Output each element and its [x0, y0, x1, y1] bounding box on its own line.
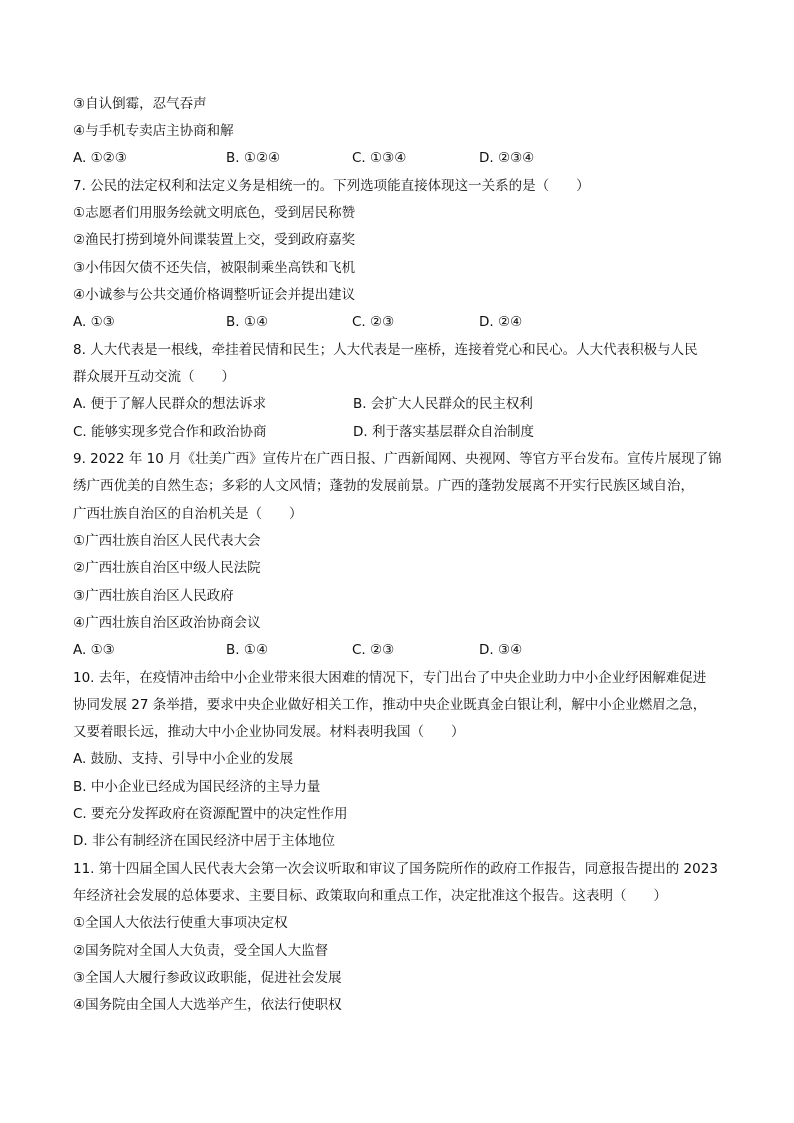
q10-stem-line-1: 10. 去年，在疫情冲击给中小企业带来很大困难的情况下，专门出台了中央企业助力中小企业纾困解难促进: [73, 670, 707, 686]
q10-stem-line-3: 又要着眼长远，推动大中小企业协同发展。材料表明我国（ ）: [73, 724, 465, 740]
q7-options: [73, 312, 733, 332]
q6-option-c[interactable]: C. ①③④: [352, 150, 407, 166]
q9-stem-line-3: 广西壮族自治区的自治机关是（ ）: [73, 506, 303, 522]
q6-option-a[interactable]: A. ①②③: [73, 150, 127, 166]
q9-option-c[interactable]: C. ②③: [352, 642, 395, 658]
q8-stem-line-1: 8. 人大代表是一根线，牵挂着民情和民生；人大代表是一座桥，连接着党心和民心。人大代表积极与人民: [73, 342, 698, 358]
q9-stem-line-2: 绣广西优美的自然生态；多彩的人文风情；蓬勃的发展前景。广西的蓬勃发展离不开实行民族区域自治，: [73, 478, 694, 494]
q6-item-4: ④与手机专卖店主协商和解: [73, 123, 234, 139]
q9-option-b[interactable]: B. ①④: [226, 642, 269, 658]
q9-item-4: ④广西壮族自治区政治协商会议: [73, 615, 261, 631]
q9-option-a[interactable]: A. ①③: [73, 642, 115, 658]
q6-options: [73, 148, 733, 168]
q7-item-4: ④小诚参与公共交通价格调整听证会并提出建议: [73, 287, 356, 303]
q10-stem-line-2: 协同发展 27 条举措，要求中央企业做好相关工作，推动中央企业既真金白银让利，解中小企业燃眉之急，: [73, 697, 707, 713]
q9-options: [73, 640, 733, 660]
q7-stem: 7. 公民的法定权利和法定义务是相统一的。下列选项能直接体现这一关系的是（ ）: [73, 178, 590, 194]
q8-option-c[interactable]: C. 能够实现多党合作和政治协商: [73, 424, 267, 440]
q8-option-d[interactable]: D. 利于落实基层群众自治制度: [353, 424, 534, 440]
q10-option-a[interactable]: A. 鼓励、支持、引导中小企业的发展: [73, 751, 294, 767]
q7-option-d[interactable]: D. ②④: [479, 314, 523, 330]
q11-stem-line-2: 年经济社会发展的总体要求、主要目标、政策取向和重点工作，决定批准这个报告。这表明（ ）: [73, 888, 667, 904]
q6-option-d[interactable]: D. ②③④: [479, 150, 535, 166]
q8-stem-line-2: 群众展开互动交流（ ）: [73, 369, 235, 385]
q10-option-b[interactable]: B. 中小企业已经成为国民经济的主导力量: [73, 779, 321, 795]
q11-item-2: ②国务院对全国人大负责，受全国人大监督: [73, 943, 329, 959]
q7-item-3: ③小伟因欠债不还失信，被限制乘坐高铁和飞机: [73, 260, 356, 276]
q7-option-b[interactable]: B. ①④: [226, 314, 269, 330]
q11-item-4: ④国务院由全国人大选举产生，依法行使职权: [73, 997, 342, 1013]
q9-stem-line-1: 9. 2022 年 10 月《壮美广西》宣传片在广西日报、广西新闻网、央视网、等官方平台发布。宣传片展现了锦: [73, 451, 722, 467]
q8-options-row-2: [73, 422, 733, 442]
q11-stem-line-1: 11. 第十四届全国人民代表大会第一次会议听取和审议了国务院所作的政府工作报告，同意报告提出的 2023: [73, 861, 718, 877]
q11-item-3: ③全国人大履行参政议政职能，促进社会发展: [73, 970, 342, 986]
q8-option-b[interactable]: B. 会扩大人民群众的民主权利: [353, 396, 533, 412]
q7-item-2: ②渔民打捞到境外间谍装置上交，受到政府嘉奖: [73, 232, 356, 248]
q11-item-1: ①全国人大依法行使重大事项决定权: [73, 915, 288, 931]
q9-option-d[interactable]: D. ③④: [479, 642, 523, 658]
q7-option-c[interactable]: C. ②③: [352, 314, 395, 330]
q9-item-1: ①广西壮族自治区人民代表大会: [73, 533, 261, 549]
q10-option-d[interactable]: D. 非公有制经济在国民经济中居于主体地位: [73, 833, 335, 849]
q8-option-a[interactable]: A. 便于了解人民群众的想法诉求: [73, 396, 267, 412]
q7-item-1: ①志愿者们用服务绘就文明底色，受到居民称赞: [73, 205, 356, 221]
q7-option-a[interactable]: A. ①③: [73, 314, 115, 330]
q9-item-3: ③广西壮族自治区人民政府: [73, 588, 234, 604]
q6-option-b[interactable]: B. ①②④: [226, 150, 281, 166]
q8-options-row-1: [73, 394, 733, 414]
q9-item-2: ②广西壮族自治区中级人民法院: [73, 560, 261, 576]
q10-option-c[interactable]: C. 要充分发挥政府在资源配置中的决定性作用: [73, 806, 348, 822]
q6-item-3: ③自认倒霉，忍气吞声: [73, 96, 207, 112]
